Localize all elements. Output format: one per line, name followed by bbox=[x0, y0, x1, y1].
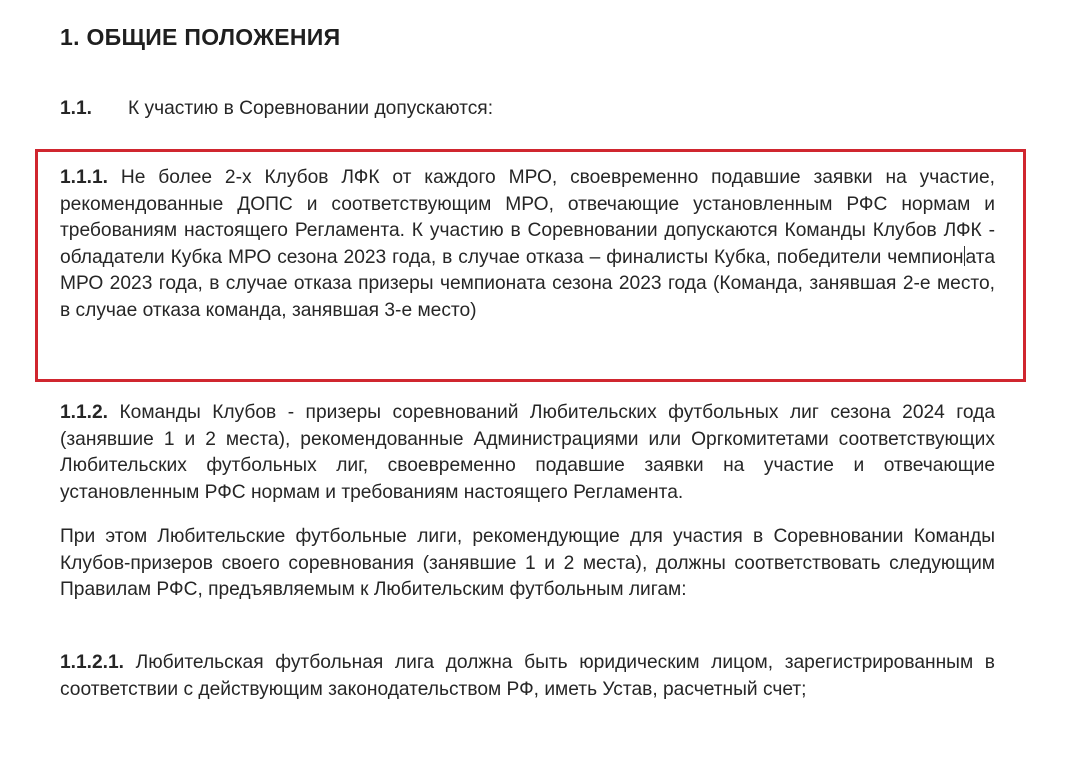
clause-1-1-2-1-number: 1.1.2.1. bbox=[60, 652, 125, 673]
clause-1-1-2 bbox=[60, 400, 995, 506]
section-title: 1. ОБЩИЕ ПОЛОЖЕНИЯ bbox=[60, 24, 341, 50]
clause-1-1-2-text: Команды Клубов - призеры соревнований Любительских футбольных лиг сезона 2024 года (занявшие 1 и 2 места), рекомендованные Администрациями или Оргкомитетами соответствующих Любительских футбольных лиг, своевременно подавшие заявки на участие и отвечающие установленным РФС нормам и требованиям настоящего Регламента. bbox=[60, 402, 995, 503]
clause-1-1-number: 1.1. bbox=[60, 98, 93, 119]
clause-1-1 bbox=[60, 96, 493, 123]
clause-1-1-2-number: 1.1.2. bbox=[60, 402, 109, 423]
clause-1-1-2-1 bbox=[60, 650, 995, 703]
clause-1-1-1-text-before: Не более 2-х Клубов ЛФК от каждого МРО, своевременно подавшие заявки на участие, рекомендованные ДОПС и соответствующим МРО, отвечающие установленным РФС нормам и требованиям настоящего Регламента. К участию в Соревновании допускаются Команды Клубов ЛФК - обладатели Кубка МРО сезона 2023 года, в случае отказа – финалисты Кубка, победители чемпион bbox=[60, 167, 995, 268]
clause-1-1-1-number: 1.1.1. bbox=[60, 167, 109, 188]
clause-1-1-text: К участию в Соревновании допускаются: bbox=[128, 98, 494, 119]
clause-1-1-2-1-text: Любительская футбольная лига должна быть юридическим лицом, зарегистрированным в соответствии с действующим законодательством РФ, иметь Устав, расчетный счет; bbox=[60, 652, 995, 700]
paragraph-rules: При этом Любительские футбольные лиги, рекомендующие для участия в Соревновании Команды Клубов-призеров своего соревнования (занявшие 1 и 2 места), должны соответствовать следующим Правилам РФС, предъявляемым к Любительским футбольным лигам: bbox=[60, 526, 995, 601]
clause-1-1-1-text-after: ата МРО 2023 года, в случае отказа призеры чемпионата сезона 2023 года (Команда, занявшая 2-е место, в случае отказа команда, занявшая 3-е место) bbox=[60, 246, 995, 321]
clause-1-1-1 bbox=[60, 165, 995, 325]
